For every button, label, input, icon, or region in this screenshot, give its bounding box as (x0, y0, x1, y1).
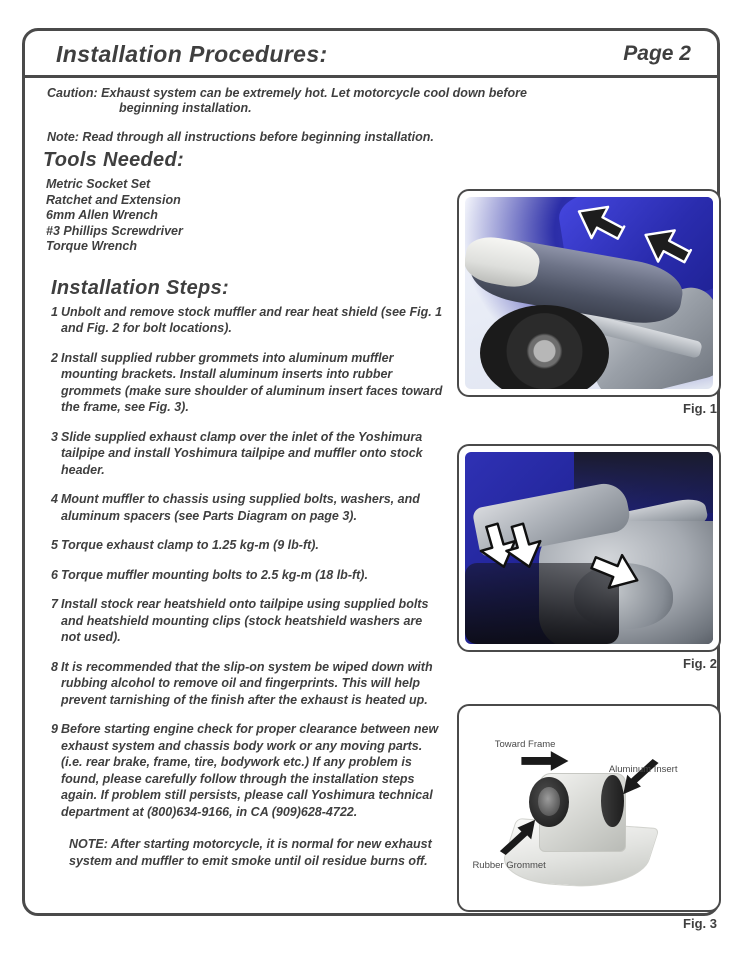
list-item (43, 304, 443, 337)
step-text: Torque exhaust clamp to 1.25 kg-m (9 lb-ft). (61, 538, 319, 552)
step-text: It is recommended that the slip-on system be wiped down with rubbing alcohol to remove oil and fingerprints. This will help prevent tarnishing of the finish after the exhaust is heated up. (61, 659, 433, 707)
step-number: 3 (51, 429, 58, 444)
list-item (43, 721, 443, 820)
figure-2-arrow-overlay (465, 452, 713, 644)
bolt-location-arrow-2 (637, 219, 695, 272)
step-number: 9 (51, 722, 58, 736)
list-item: 6mm Allen Wrench (46, 208, 158, 222)
tools-needed-title: Tools Needed: (43, 149, 184, 171)
figure-3-diagram (465, 712, 713, 904)
list-item: Ratchet and Extension (46, 192, 181, 207)
tools-needed-list (46, 177, 443, 255)
figure-1-arrow-overlay (465, 197, 713, 389)
list-item (43, 537, 443, 554)
list-item (43, 659, 443, 709)
list-item: #3 Phillips Screwdriver (46, 223, 183, 238)
installation-steps-list (43, 304, 443, 821)
step-number: 8 (51, 659, 58, 674)
bolt-location-arrow-3 (587, 546, 644, 596)
step-text: Install supplied rubber grommets into aluminum muffler mounting brackets. Install aluminum inserts into rubber grommets (make sure shoulder of aluminum insert faces toward the frame, see Fig. 3). (61, 350, 443, 414)
figure-1-caption: Fig. 1 (683, 401, 717, 416)
figure-3-caption: Fig. 3 (683, 916, 717, 931)
label-toward-frame: Toward Frame (494, 738, 556, 750)
figure-3-frame (457, 704, 721, 912)
installation-steps-title: Installation Steps: (51, 276, 229, 299)
list-item (43, 429, 443, 479)
label-rubber-grommet: Rubber Grommet (472, 859, 546, 871)
page-number-label: Page 2 (623, 42, 691, 65)
step-text: Install stock rear heatshield onto tailpipe using supplied bolts and heatshield mounting clips (stock heatshield washers are not used). (61, 597, 429, 644)
list-item (43, 350, 443, 416)
list-item: Torque Wrench (46, 239, 137, 253)
step-number: 1 (51, 304, 58, 319)
rubber-grommet-arrow (500, 820, 535, 855)
figure-3 (457, 704, 721, 931)
step-number: 2 (51, 350, 58, 365)
figure-1-frame (457, 189, 721, 397)
step-number: 6 (51, 567, 58, 582)
list-item (43, 596, 443, 646)
step-text: Slide supplied exhaust clamp over the inlet of the Yoshimura tailpipe and install Yoshimura tailpipe and muffler onto stock header. (61, 429, 423, 477)
toward-frame-arrow (521, 751, 568, 771)
step-number: 4 (51, 492, 58, 506)
figure-2-frame (457, 444, 721, 652)
list-item: Metric Socket Set (46, 177, 151, 191)
caution-note-block (47, 86, 697, 144)
diagram-background (465, 712, 713, 904)
left-content-column (43, 149, 443, 869)
page-frame (22, 28, 720, 931)
step-text: Torque muffler mounting bolts to 2.5 kg-m (18 lb-ft). (61, 567, 368, 582)
figure-1 (457, 189, 721, 416)
page-title: Installation Procedures: (56, 41, 328, 67)
step-text: Before starting engine check for proper clearance between new exhaust system and chassis body work or any moving parts. (i.e. rear brake, frame, tire, bodywork etc.) If any problem is found, please carefully follow through the installation steps again. If problem still persists, please call Yoshimura technical department at (800)634-9166, in CA (909)628-4722. (61, 722, 439, 819)
figure-2-caption: Fig. 2 (683, 656, 717, 671)
step-number: 5 (51, 538, 58, 552)
note-text: Note: Read through all instructions before beginning installation. (47, 130, 434, 144)
closing-note-text: NOTE: After starting motorcycle, it is normal for new exhaust system and muffler to emit smoke until oil residue burns off. (69, 837, 432, 868)
list-item (43, 567, 443, 584)
label-aluminum-insert: Aluminum Insert (608, 763, 678, 775)
step-number: 7 (51, 597, 58, 611)
figure-2-photo (465, 452, 713, 644)
step-text: Unbolt and remove stock muffler and rear heat shield (see Fig. 1 and Fig. 2 for bolt locations). (61, 304, 443, 335)
bolt-location-arrow-1 (571, 197, 629, 249)
caution-text-line2: beginning installation. (119, 101, 252, 115)
list-item (43, 491, 443, 524)
step-text: Mount muffler to chassis using supplied bolts, washers, and aluminum spacers (see Parts Diagram on page 3). (61, 492, 420, 523)
figure-1-photo (465, 197, 713, 389)
page-header (25, 31, 717, 78)
figure-2 (457, 444, 721, 671)
caution-text-line1: Caution: Exhaust system can be extremely hot. Let motorcycle cool down before (47, 86, 527, 100)
